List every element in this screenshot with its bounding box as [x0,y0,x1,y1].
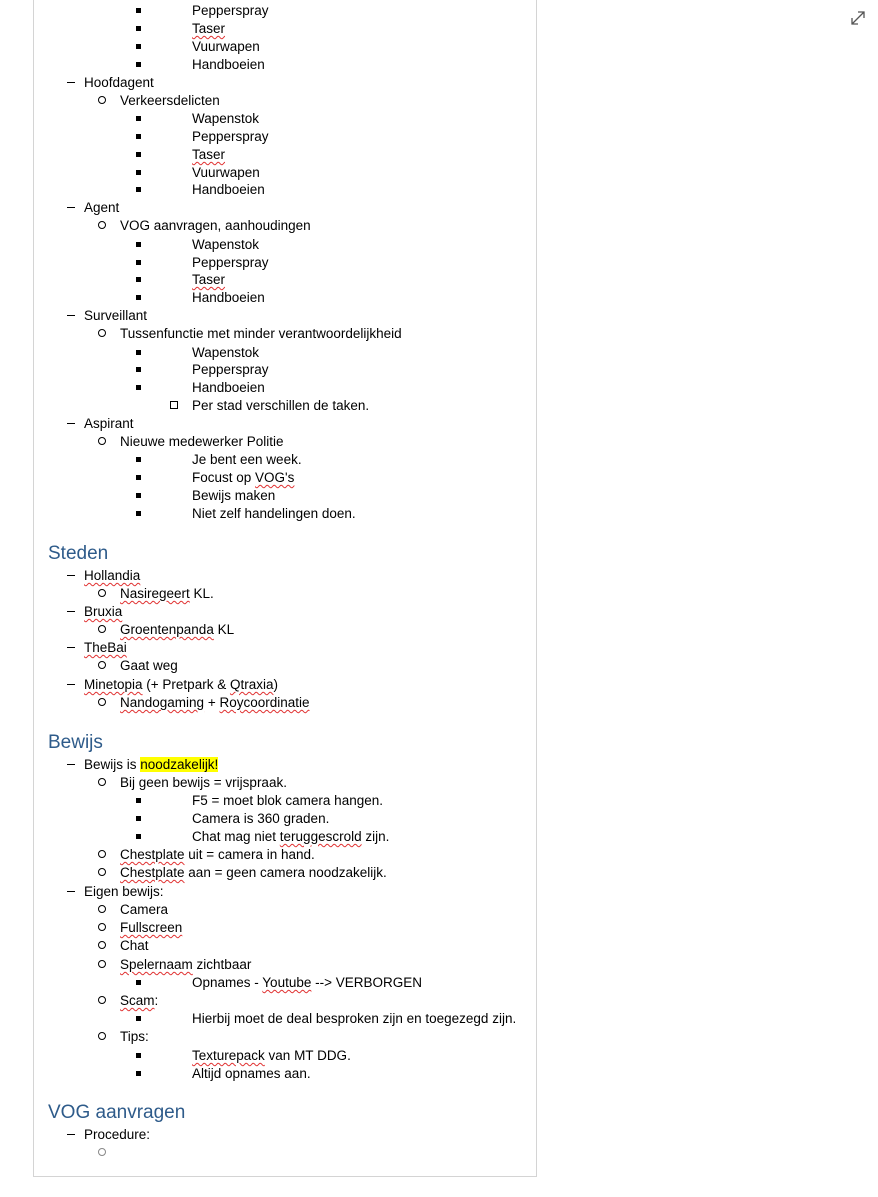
bullet-dash [66,1126,76,1144]
role-title: Hoofdagent [84,75,154,90]
list-item: Focust op VOG's [192,470,295,485]
bullet-square [136,271,142,289]
expand-icon[interactable] [849,9,867,27]
city-name: Hollandia [84,568,141,583]
bullet-square [136,344,142,362]
list-item: Pepperspray [192,255,269,270]
list-item: Vuurwapen [192,165,260,180]
heading-steden: Steden [48,543,109,564]
list-item: Chestplate aan = geen camera noodzakelijk. [120,865,387,880]
bullet-dash [66,603,76,621]
list-item: Chat [120,938,149,953]
bullet-square [136,110,142,128]
bullet-square [136,146,142,164]
highlighted-text: noodzakelijk! [140,757,219,772]
list-item: Bij geen bewijs = vrijspraak. [120,775,287,790]
bullet-dash [66,199,76,217]
role-title: Aspirant [84,416,134,431]
list-item: Texturepack van MT DDG. [192,1048,351,1063]
bullet-circle [98,937,108,955]
bullet-square [136,289,142,307]
bullet-circle [98,585,108,603]
role-sub: Tussenfunctie met minder verantwoordelijkheid [120,326,402,341]
list-item: Wapenstok [192,345,260,360]
list-item: Spelernaam zichtbaar [120,957,252,972]
bullet-square [136,379,142,397]
list-item: Taser [192,21,226,36]
bullet-square [136,1065,142,1083]
list-item: Bewijs maken [192,488,276,503]
bullet-circle [98,92,108,110]
bullet-square [136,469,142,487]
bullet-circle [98,901,108,919]
list-item: Handboeien [192,182,265,197]
city-name: Minetopia (+ Pretpark & Qtraxia) [84,677,278,692]
bullet-dash [66,676,76,694]
list-item: Opnames - Youtube --> VERBORGEN [192,975,423,990]
list-item: Handboeien [192,380,265,395]
bullet-dash [66,415,76,433]
list-item: Wapenstok [192,111,260,126]
city-name: Bruxia [84,604,123,619]
list-item: Nandogaming + Roycoordinatie [120,695,310,710]
bullet-circle [98,325,108,343]
list-item: Wapenstok [192,237,260,252]
list-item: Nasiregeert KL. [120,586,214,601]
list-item-note: Per stad verschillen de taken. [192,398,370,413]
role-sub: VOG aanvragen, aanhoudingen [120,218,311,233]
bullet-dash [66,639,76,657]
list-item: Niet zelf handelingen doen. [192,506,356,521]
bullet-circle [98,217,108,235]
bullet-open-square [170,397,180,415]
bullet-square [136,361,142,379]
bullet-circle [98,919,108,937]
bullet-square [136,1047,142,1065]
role-title: Surveillant [84,308,148,323]
bullet-dash [66,307,76,325]
bullet-circle [98,846,108,864]
bullet-square [136,974,142,992]
city-name: TheBai [84,640,127,655]
bullet-circle [98,1028,108,1046]
bullet-circle [98,774,108,792]
bullet-dash [66,74,76,92]
list-item: Gaat weg [120,658,178,673]
list-item: Groentenpanda KL [120,622,235,637]
bullet-square [136,2,142,20]
bullet-square [136,451,142,469]
bullet-circle [98,694,108,712]
list-item: Vuurwapen [192,39,260,54]
heading-vog-aanvragen: VOG aanvragen [48,1102,186,1123]
list-item: Bewijs is noodzakelijk! [84,757,219,772]
list-item: Chat mag niet teruggescrold zijn. [192,829,390,844]
bullet-circle [98,864,108,882]
list-item: Je bent een week. [192,452,302,467]
list-item: Camera is 360 graden. [192,811,330,826]
bullet-square [136,505,142,523]
role-sub: Verkeersdelicten [120,93,220,108]
bullet-square [136,236,142,254]
role-sub: Nieuwe medewerker Politie [120,434,284,449]
role-title: Agent [84,200,120,215]
list-item: Fullscreen [120,920,183,935]
bullet-circle [98,657,108,675]
bullet-square [136,164,142,182]
bullet-square [136,56,142,74]
bullet-dash [66,883,76,901]
bullet-square [136,487,142,505]
list-item: Handboeien [192,57,265,72]
list-item: Taser [192,272,226,287]
bullet-square [136,38,142,56]
list-item: Scam: [120,993,159,1008]
list-item: Procedure: [84,1127,151,1142]
bullet-circle [98,621,108,639]
bullet-square [136,181,142,199]
bullet-square [136,20,142,38]
list-item: Tips: [120,1029,149,1044]
list-item: Pepperspray [192,129,269,144]
bullet-square [136,810,142,828]
bullet-square [136,792,142,810]
bullet-square [136,828,142,846]
list-item: Altijd opnames aan. [192,1066,311,1081]
list-item: Pepperspray [192,362,269,377]
bullet-circle [98,1144,108,1162]
bullet-dash [66,756,76,774]
list-item: Chestplate uit = camera in hand. [120,847,315,862]
list-item: Taser [192,147,226,162]
list-item: Handboeien [192,290,265,305]
list-item: Camera [120,902,169,917]
list-item: F5 = moet blok camera hangen. [192,793,383,808]
bullet-square [136,1010,142,1028]
document-page [33,0,537,1177]
bullet-circle [98,433,108,451]
bullet-circle [98,992,108,1010]
bullet-circle [98,956,108,974]
bullet-square [136,128,142,146]
list-item: Eigen bewijs: [84,884,164,899]
list-item: Pepperspray [192,3,269,18]
bullet-square [136,254,142,272]
list-item: Hierbij moet de deal besproken zijn en toegezegd zijn. [192,1011,517,1026]
heading-bewijs: Bewijs [48,732,103,753]
bullet-dash [66,567,76,585]
